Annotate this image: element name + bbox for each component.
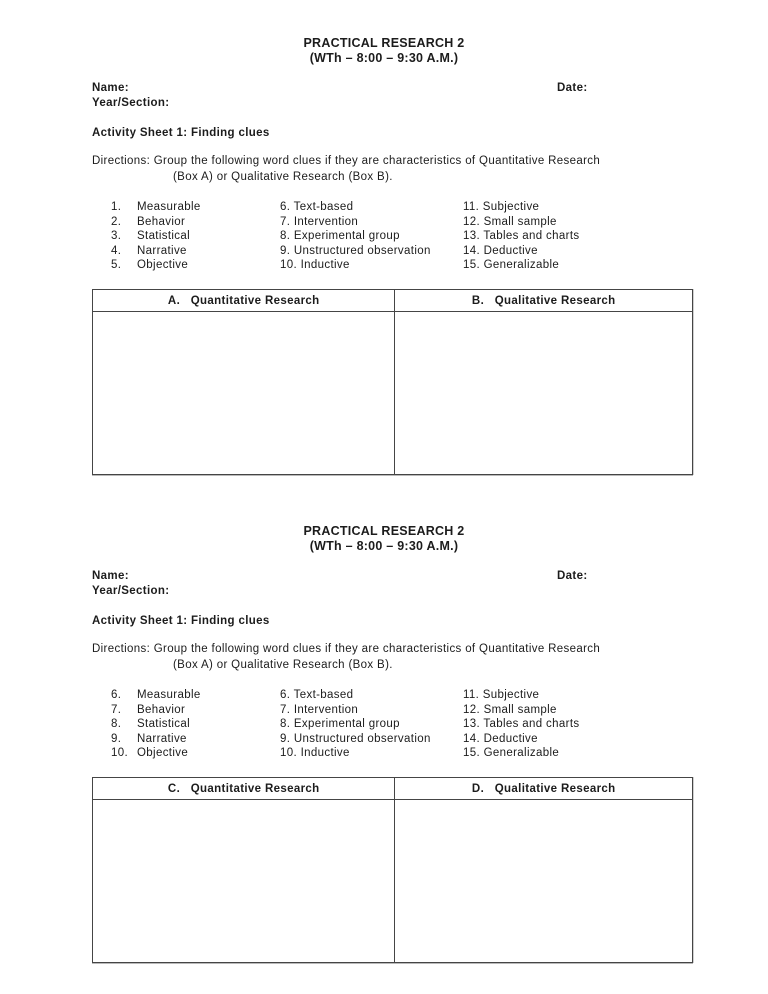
clue-item: 13. Tables and charts [463,718,580,731]
name-label: Name: [92,570,129,582]
clue-item: 5. Objective [111,259,189,272]
clue-item: 14. Deductive [463,732,538,745]
box-a-answer-cell[interactable] [93,312,395,474]
clue-item: 6. Text-based [280,689,354,701]
box-d-answer-cell[interactable] [395,800,692,962]
date-label: Date: [557,82,588,94]
clue-item: 15. Generalizable [463,259,560,272]
box-a-header: A. Quantitative Research [93,290,395,311]
clue-item: 12. Small sample [463,703,557,716]
word-clues-column-1 [111,200,201,273]
directions-line-1: Directions: Group the following word clues if they are characteristics of Quantitative Research [92,155,601,167]
answer-table-header-row [93,290,692,312]
answer-table [92,777,693,963]
clue-item: 6. Text-based [280,201,354,213]
clue-item: 10. Inductive [280,747,350,760]
clue-item: 1. Measurable [111,201,201,213]
answer-table-body-row [93,800,692,962]
year-section-label: Year/Section: [92,585,170,597]
clue-item: 4. Narrative [111,244,187,257]
clue-item: 8. Statistical [111,718,191,731]
clue-item: 12. Small sample [463,215,557,228]
activity-sheet-title: Activity Sheet 1: Finding clues [92,127,270,139]
year-section-label: Year/Section: [92,97,170,109]
clue-item: 8. Experimental group [280,718,400,731]
clue-item: 6. Measurable [111,689,201,701]
clue-item: 10. Objective [111,747,189,760]
word-clues-column-3 [463,200,579,273]
clue-item: 3. Statistical [111,230,191,243]
answer-table-body-row [93,312,692,474]
answer-table-header-row [93,778,692,800]
clue-item: 2. Behavior [111,215,186,228]
box-c-header: C. Quantitative Research [93,778,395,799]
schedule-subtitle: (WTh – 8:00 – 9:30 A.M.) [309,539,459,553]
clue-item: 7. Behavior [111,703,186,716]
clue-item: 11. Subjective [463,201,540,213]
page-title: PRACTICAL RESEARCH 2 [303,36,465,50]
activity-sheet-title: Activity Sheet 1: Finding clues [92,615,270,627]
clue-item: 7. Intervention [280,215,359,228]
clue-item: 8. Experimental group [280,230,400,243]
clue-item: 13. Tables and charts [463,230,580,243]
directions-line-1: Directions: Group the following word clues if they are characteristics of Quantitative Research [92,643,601,655]
clue-item: 15. Generalizable [463,747,560,760]
word-clues-column-3 [463,688,579,761]
box-b-answer-cell[interactable] [395,312,692,474]
box-d-header: D. Qualitative Research [471,782,616,795]
clue-item: 10. Inductive [280,259,350,272]
box-b-header: B. Qualitative Research [471,294,616,307]
directions-line-2: (Box A) or Qualitative Research (Box B). [173,171,393,183]
box-c-answer-cell[interactable] [93,800,395,962]
page-title: PRACTICAL RESEARCH 2 [303,524,465,538]
word-clues-column-2 [280,200,431,273]
worksheet-copy-1 [0,36,768,524]
clue-item: 14. Deductive [463,244,538,257]
clue-item: 9. Unstructured observation [280,732,431,745]
answer-table [92,289,693,475]
directions-line-2: (Box A) or Qualitative Research (Box B). [173,659,393,671]
word-clues-column-1 [111,688,201,761]
clue-item: 9. Narrative [111,732,187,745]
word-clues-column-2 [280,688,431,761]
clue-item: 7. Intervention [280,703,359,716]
clue-item: 9. Unstructured observation [280,244,431,257]
date-label: Date: [557,570,588,582]
clue-item: 11. Subjective [463,689,540,701]
schedule-subtitle: (WTh – 8:00 – 9:30 A.M.) [309,51,459,65]
name-label: Name: [92,82,129,94]
worksheet-copy-2 [0,524,768,994]
